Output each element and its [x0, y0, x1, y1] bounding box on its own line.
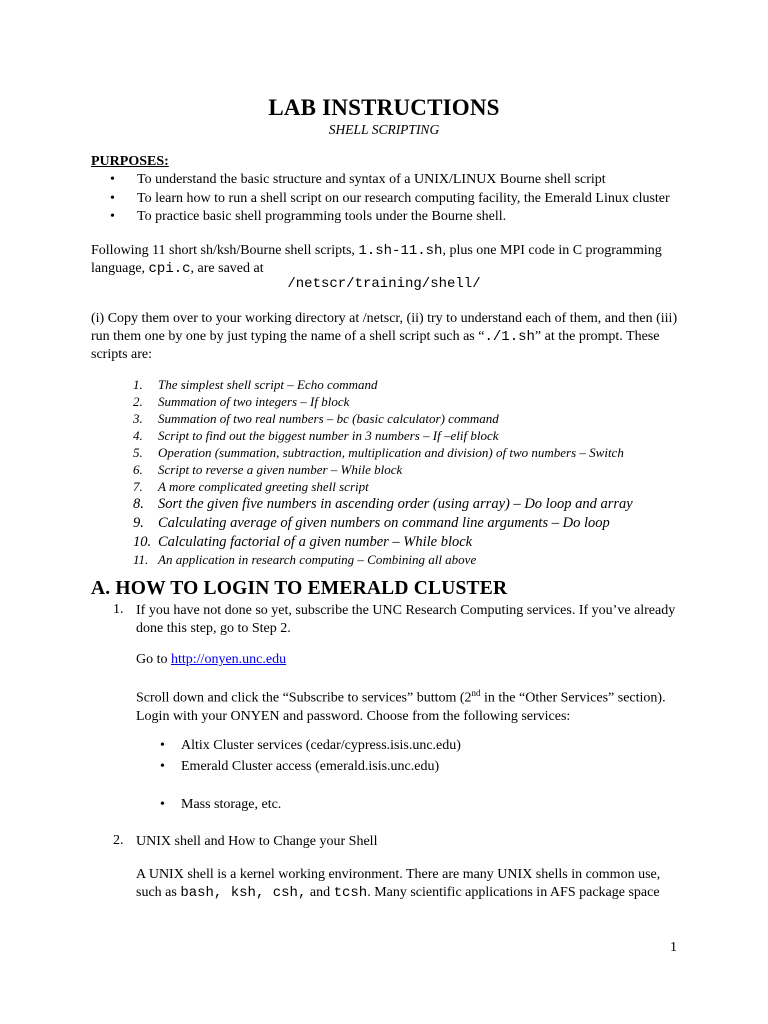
tcsh-code: tcsh: [333, 885, 368, 901]
training-path: /netscr/training/shell/: [287, 276, 481, 292]
bullet-icon: •: [160, 759, 165, 774]
bullet-icon: •: [110, 209, 115, 224]
bullet-icon: •: [110, 190, 115, 206]
example-command-code: ./1.sh: [484, 329, 535, 345]
section-a-heading: A. HOW TO LOGIN TO EMERALD CLUSTER: [91, 578, 508, 599]
script-range-code: 1.sh-11.sh: [358, 243, 443, 259]
purposes-list: [110, 171, 710, 227]
list-item: 4. Script to find out the biggest number in 3 numbers – If –elif block: [133, 428, 499, 443]
list-item: 2. Summation of two integers – If block: [133, 394, 350, 409]
step1-text: If you have not done so yet, subscribe the UNC Research Computing services. If you’ve already done this step, go to Step 2.: [136, 603, 676, 636]
scroll-instructions: Scroll down and click the “Subscribe to services” buttom (2nd in the “Other Services” section). Login with your ONYEN and password. Choose from the following services:: [136, 688, 666, 724]
bullet-icon: •: [110, 172, 115, 187]
list-item: 11. An application in research computing – Combining all above: [133, 552, 477, 567]
intro-paragraph: Following 11 short sh/ksh/Bourne shell scripts, 1.sh-11.sh, plus one MPI code in C programming language, cpi.c, are saved at: [91, 243, 662, 277]
list-item: 1. The simplest shell script – Echo command: [133, 377, 378, 392]
purpose-item: • To understand the basic structure and syntax of a UNIX/LINUX Bourne shell script: [110, 171, 710, 190]
page-subtitle: SHELL SCRIPTING: [328, 122, 440, 137]
list-item: 5. Operation (summation, subtraction, multiplication and division) of two numbers – Switch: [133, 445, 624, 460]
purpose-item: • To learn how to run a shell script on our research computing facility, the Emerald Linux cluster: [110, 190, 710, 209]
step-number: 2.: [113, 833, 124, 848]
list-item: 8. Sort the given five numbers in ascending order (using array) – Do loop and array: [133, 496, 633, 512]
page-number: 1: [670, 940, 677, 955]
list-item: 6. Script to reverse a given number – While block: [133, 462, 403, 477]
step2-title: UNIX shell and How to Change your Shell: [136, 834, 378, 849]
step2-text: A UNIX shell is a kernel working environment. There are many UNIX shells in common use, such as bash, ksh, csh, and tcsh. Many scientific applications in AFS package space: [136, 867, 661, 901]
scripts-list: [133, 376, 693, 568]
bullet-icon: •: [160, 738, 165, 753]
list-item: 7. A more complicated greeting shell script: [133, 479, 369, 494]
shell-names-code: bash, ksh, csh,: [180, 885, 307, 901]
cpi-code: cpi.c: [148, 261, 191, 277]
instructions-paragraph: (i) Copy them over to your working directory at /netscr, (ii) try to understand each of them, and then (iii) run them one by one by just typing the name of a shell script such as “./1.sh” at the prompt. These scripts are:: [91, 311, 678, 362]
purposes-heading: PURPOSES:: [91, 154, 169, 169]
bullet-icon: •: [160, 797, 165, 812]
purpose-item: • To practice basic shell programming tools under the Bourne shell.: [110, 208, 710, 227]
list-item: 9. Calculating average of given numbers on command line arguments – Do loop: [133, 515, 610, 531]
goto-line: Go to http://onyen.unc.edu: [136, 652, 287, 667]
step-number: 1.: [113, 602, 124, 617]
document-page: LAB INSTRUCTIONS SHELL SCRIPTING PURPOSES: • To understand the basic structure and syntax of a UNIX/LINUX Bourne shell script • To learn how to run a shell script on our research computing facility, the Emerald Linux cluster • To practice basic shell programming tools under the Bourne shell. Following 11 short sh/ksh/Bourne shell scripts, 1.sh-11.sh, plus one MPI code in C programming language, cpi.c, are saved at /netscr/training/shell/ (i) Copy them over to your working directory at /netscr, (ii) try to understand each of them, and then (iii) run them one by one by just typing the name of a shell script such as “./1.sh” at the prompt. These scripts are: 1. The simplest shell script – Echo command 2. Summation of two integers – If block 3. Summation of two real numbers – bc (basic calculator) command 4. Script to find out the biggest number in 3 numbers – If –elif block 5. Operation (summation, subtraction, multiplication and division) of two numbers – Switch 6. Script to reverse a given number – While block 7. A more complicated greeting shell script 8. Sort the given five numbers in ascending order (using array) – Do loop and array 9. Calculating average of given numbers on command line arguments – Do loop 10. Calculating factorial of a given number – While block 11. An application in research computing – Combining all above A. HOW TO LOGIN TO EMERALD CLUSTER 1. If you have not done so yet, subscribe the UNC Research Computing services. If you’ve already done this step, go to Step 2. Go to http://onyen.unc.edu Scroll down and click the “Subscribe to services” buttom (2nd in the “Other Services” section). Login with your ONYEN and password. Choose from the following services: • Altix Cluster services (cedar/cypress.isis.unc.edu) • Emerald Cluster access (emerald.isis.unc.edu) • Mass storage, etc. 2. UNIX shell and How to Change your Shell A UNIX shell is a kernel working environment. There are many UNIX shells in common use, such as bash, ksh, csh, and tcsh. Many scientific applications in AFS package space 1: [0, 0, 768, 1024]
list-item: 10. Calculating factorial of a given number – While block: [133, 534, 473, 550]
page-title: LAB INSTRUCTIONS: [268, 95, 500, 120]
onyen-link[interactable]: http://onyen.unc.edu: [171, 652, 287, 667]
list-item: 3. Summation of two real numbers – bc (basic calculator) command: [133, 411, 499, 426]
